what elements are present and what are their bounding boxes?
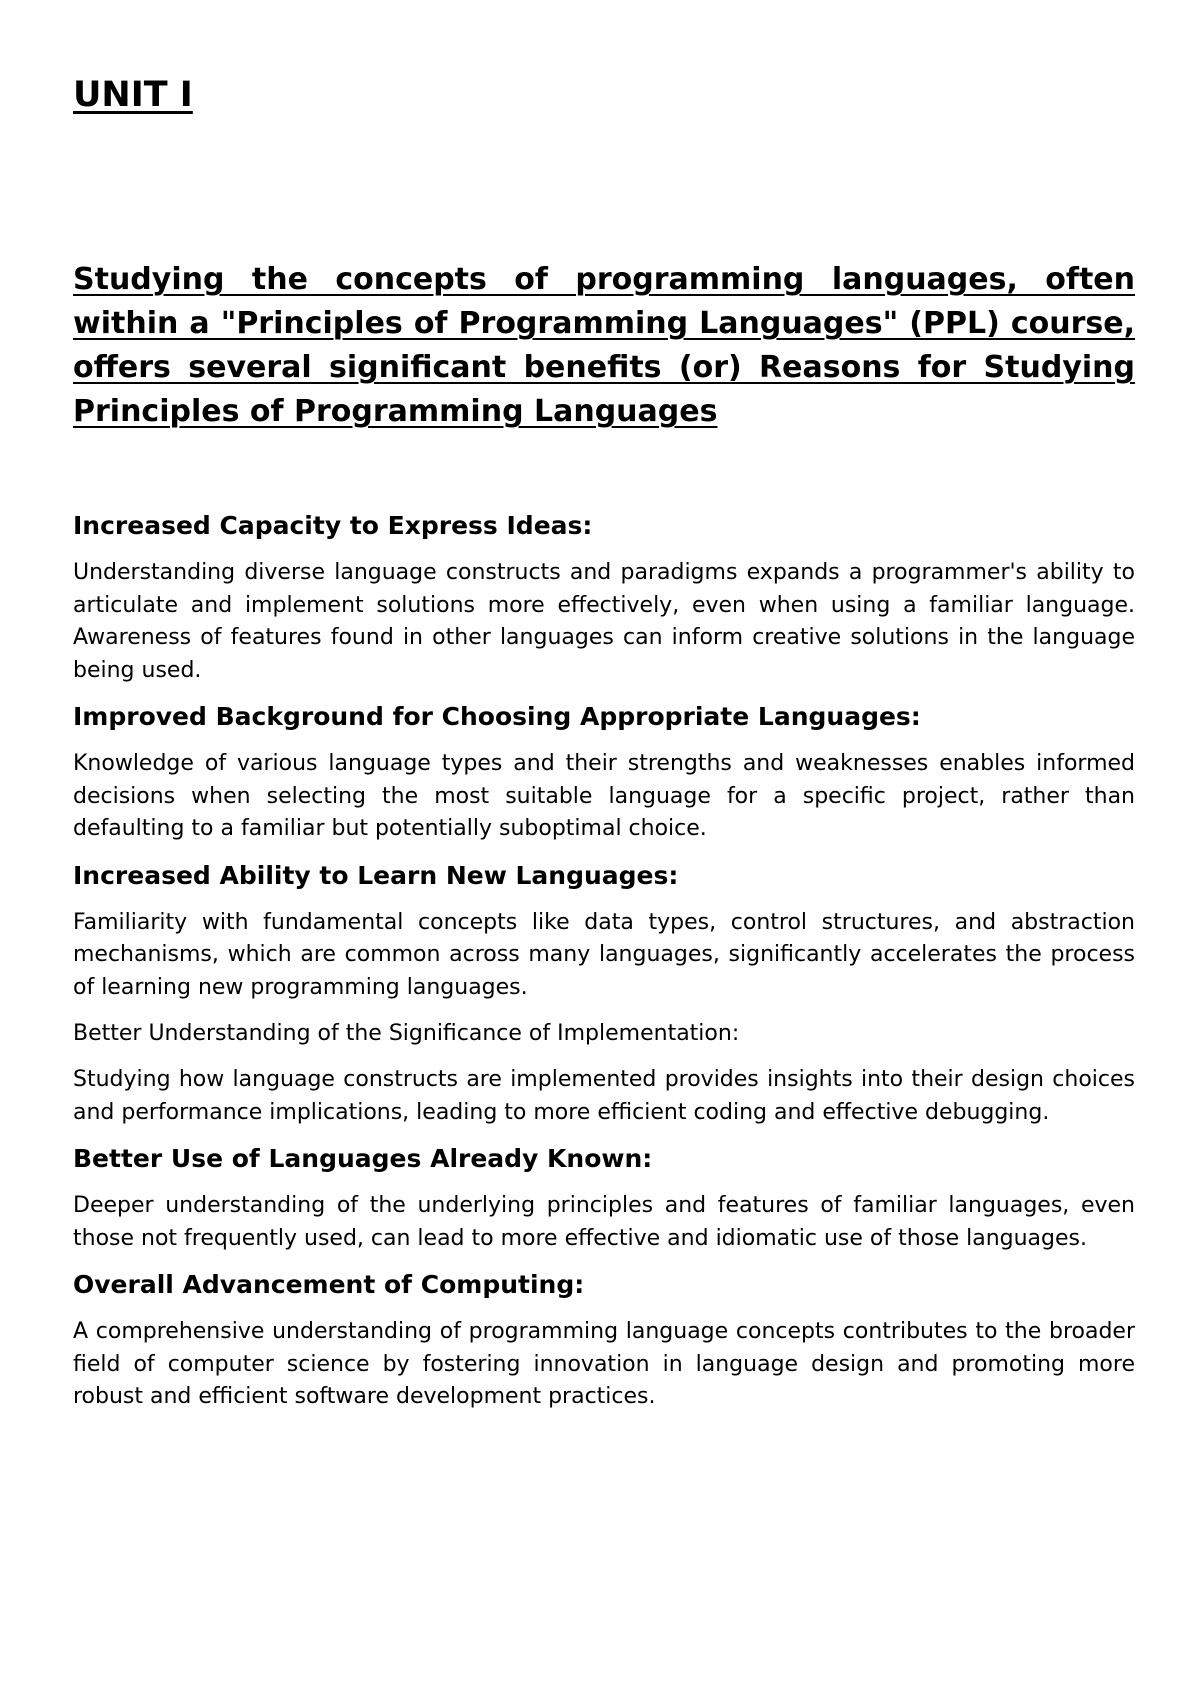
main-heading: Studying the concepts of programming languages, often within a "Principles of Programming Languages" (PPL) course, offers several significant benefits (or) Reasons for Studying Principles of Programming Languages (73, 262, 1135, 429)
section-body: Familiarity with fundamental concepts like data types, control structures, and abstraction mechanisms, which are common across many languages, significantly accelerates the process of learning new programming languages. (73, 909, 1135, 1000)
section-learning-languages (73, 859, 1135, 1005)
section-heading: Increased Capacity to Express Ideas: (73, 511, 593, 540)
section-heading: Better Understanding of the Significance of Implementation: (73, 1021, 740, 1046)
section-heading: Improved Background for Choosing Appropriate Languages: (73, 702, 921, 731)
section-heading: Better Use of Languages Already Known: (73, 1144, 653, 1173)
unit-title: UNIT I (73, 75, 193, 115)
section-known-languages (73, 1142, 1135, 1255)
section-choosing-languages (73, 700, 1135, 846)
section-heading: Overall Advancement of Computing: (73, 1270, 585, 1299)
section-body: Studying how language constructs are implemented provides insights into their design choices and performance implications, leading to more efficient coding and effective debugging. (73, 1067, 1135, 1125)
section-heading: Increased Ability to Learn New Languages: (73, 860, 679, 890)
section-advancement-computing (73, 1268, 1135, 1414)
section-body: A comprehensive understanding of programming language concepts contributes to the broader field of computer science by fostering innovation in language design and promoting more robust and efficient software development practices. (73, 1319, 1135, 1409)
section-body: Deeper understanding of the underlying principles and features of familiar languages, even those not frequently used, can lead to more effective and idiomatic use of those languages. (73, 1193, 1135, 1251)
section-body: Understanding diverse language constructs and paradigms expands a programmer's ability to articulate and implement solutions more effectively, even when using a familiar language. Awareness of features found in other languages can inform creative solutions in the language being used. (73, 560, 1135, 683)
sections-container (73, 509, 1135, 1427)
section-implementation (73, 1017, 1135, 1129)
section-body: Knowledge of various language types and their strengths and weaknesses enables informed decisions when selecting the most suitable language for a specific project, rather than defaulting to a familiar but potentially suboptimal choice. (73, 751, 1135, 841)
section-expressing-ideas (73, 509, 1135, 687)
